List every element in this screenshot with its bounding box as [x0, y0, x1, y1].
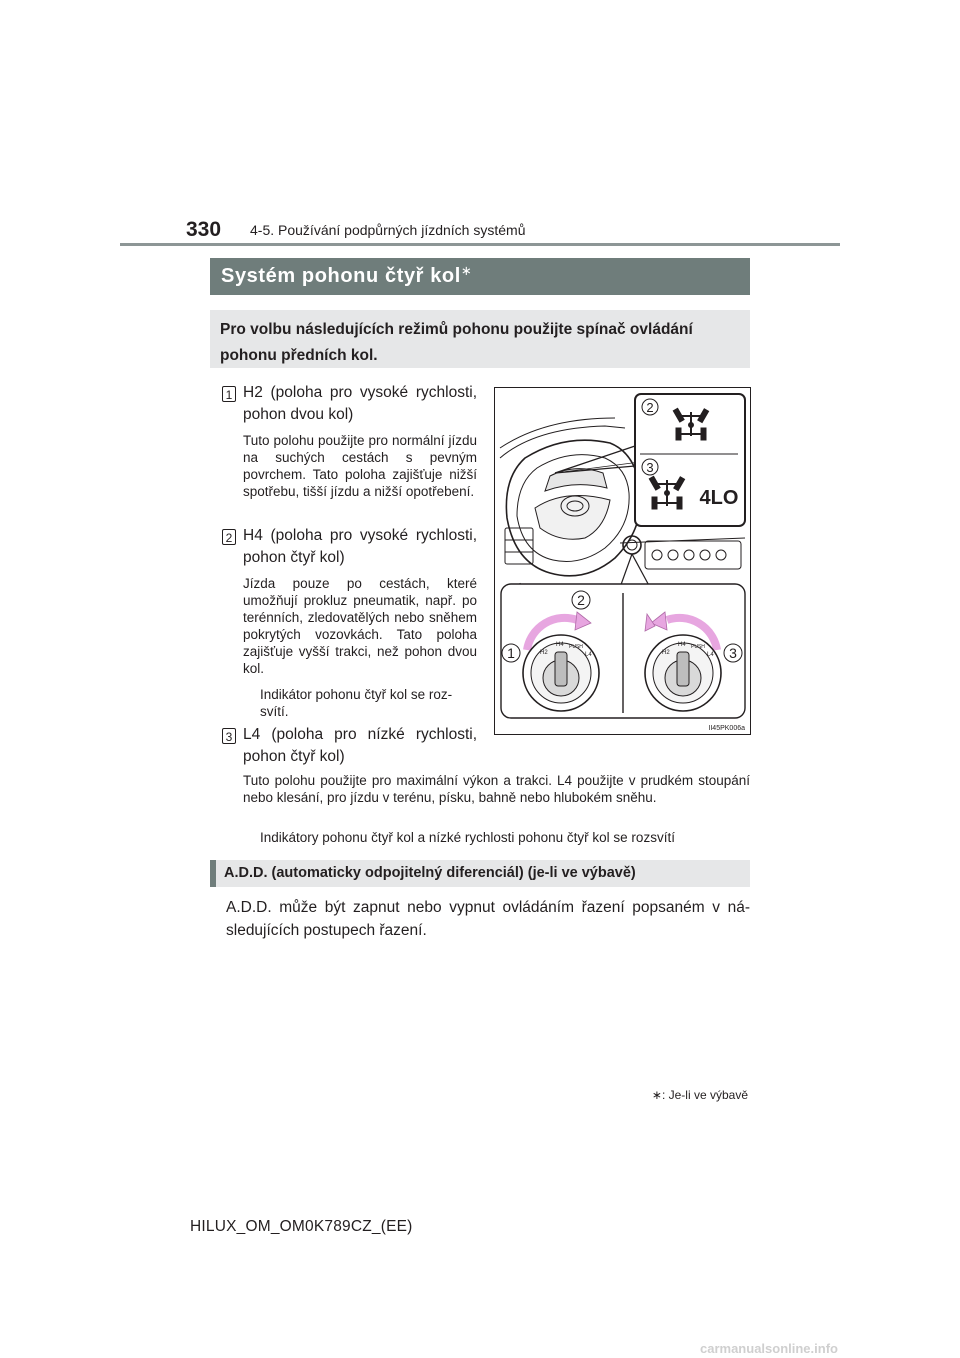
page-number: 330	[186, 218, 222, 241]
callout-2-bottom-label: 2	[577, 592, 585, 608]
add-text: A.D.D. může být zapnut nebo vypnut ovládáním řazení popsaném v ná-sledujících postupech řazení.	[226, 899, 750, 939]
item-1-description: Tuto polohu použijte pro normální jízdu na suchých cestách s pevným povrchem. Tato poloha zajišťuje nižší spotřebu, tišší jízdu a nižší opotřebení.	[243, 433, 477, 499]
figure-code: II45PK006a	[708, 725, 745, 732]
item-2-description: Jízda pouze po cestách, které umožňují prokluz pneumatik, např. po terénních, zledovatělých nebo sněhem pokrytých vozovkách. Tato poloha zajišťuje vyšší trakci, než pohon dvou kol.	[243, 576, 477, 676]
page-title-bar	[210, 258, 750, 295]
footnote-symbol: ∗	[651, 1088, 662, 1102]
add-heading-bar	[210, 860, 750, 887]
knob-right-h2: H2	[662, 650, 670, 656]
item-3-title: L4 (poloha pro nízké rychlosti, pohon čtyř kol)	[243, 726, 477, 765]
four-lo-label: 4LO	[699, 487, 739, 509]
item-number-2: 2	[222, 529, 236, 545]
knob-left-h2: H2	[540, 650, 548, 656]
add-heading: A.D.D. (automaticky odpojitelný diferenciál) (je-li ve výbavě)	[224, 865, 636, 881]
footnote-text: : Je-li ve výbavě	[661, 1088, 748, 1102]
callout-3-bottom-label: 3	[729, 645, 737, 661]
knob-left-h4: H4	[556, 642, 564, 648]
figure-svg	[495, 388, 750, 734]
callout-3-top-label: 3	[646, 460, 654, 475]
header-rule	[120, 243, 840, 246]
callout-1-bottom-label: 1	[507, 645, 515, 661]
intro-box	[210, 310, 750, 368]
knob-left-push: PUSH	[569, 644, 583, 650]
page-title-text: Systém pohonu čtyř kol	[221, 265, 461, 287]
watermark: carmanualsonline.info	[700, 1341, 838, 1356]
item-number-1: 1	[222, 386, 236, 402]
section-title: 4-5. Používání podpůrných jízdních systémů	[250, 222, 526, 238]
item-2-title: H4 (poloha pro vysoké rychlosti, pohon čtyř kol)	[243, 527, 477, 566]
footer-code: HILUX_OM_OM0K789CZ_(EE)	[190, 1218, 413, 1235]
knob-right-l4: L4	[707, 652, 714, 658]
asterisk-mark: ∗	[460, 263, 473, 278]
item-number-3: 3	[222, 728, 236, 744]
page-title	[221, 265, 472, 288]
item-3-indicator: Indikátory pohonu čtyř kol a nízké rychlosti pohonu čtyř kol se rozsvítí	[260, 830, 675, 845]
footnote	[600, 1088, 748, 1102]
knob-left-l4: L4	[585, 652, 592, 658]
callout-2-top-label: 2	[646, 400, 654, 415]
four-wheel-drive-illustration	[494, 387, 751, 735]
item-2-indicator: Indikátor pohonu čtyř kol se roz-svítí.	[260, 687, 453, 719]
knob-right-push: PUSH	[691, 644, 705, 650]
intro-text: Pro volbu následujících režimů pohonu použijte spínač ovládání pohonu předních kol.	[220, 321, 693, 364]
item-1-title: H2 (poloha pro vysoké rychlosti, pohon dvou kol)	[243, 384, 477, 423]
item-3-description: Tuto polohu použijte pro maximální výkon a trakci. L4 použijte v prudkém stoupání nebo klesání, pro jízdu v terénu, písku, bahně nebo hlubokém sněhu.	[243, 773, 750, 805]
knob-right-h4: H4	[678, 642, 686, 648]
